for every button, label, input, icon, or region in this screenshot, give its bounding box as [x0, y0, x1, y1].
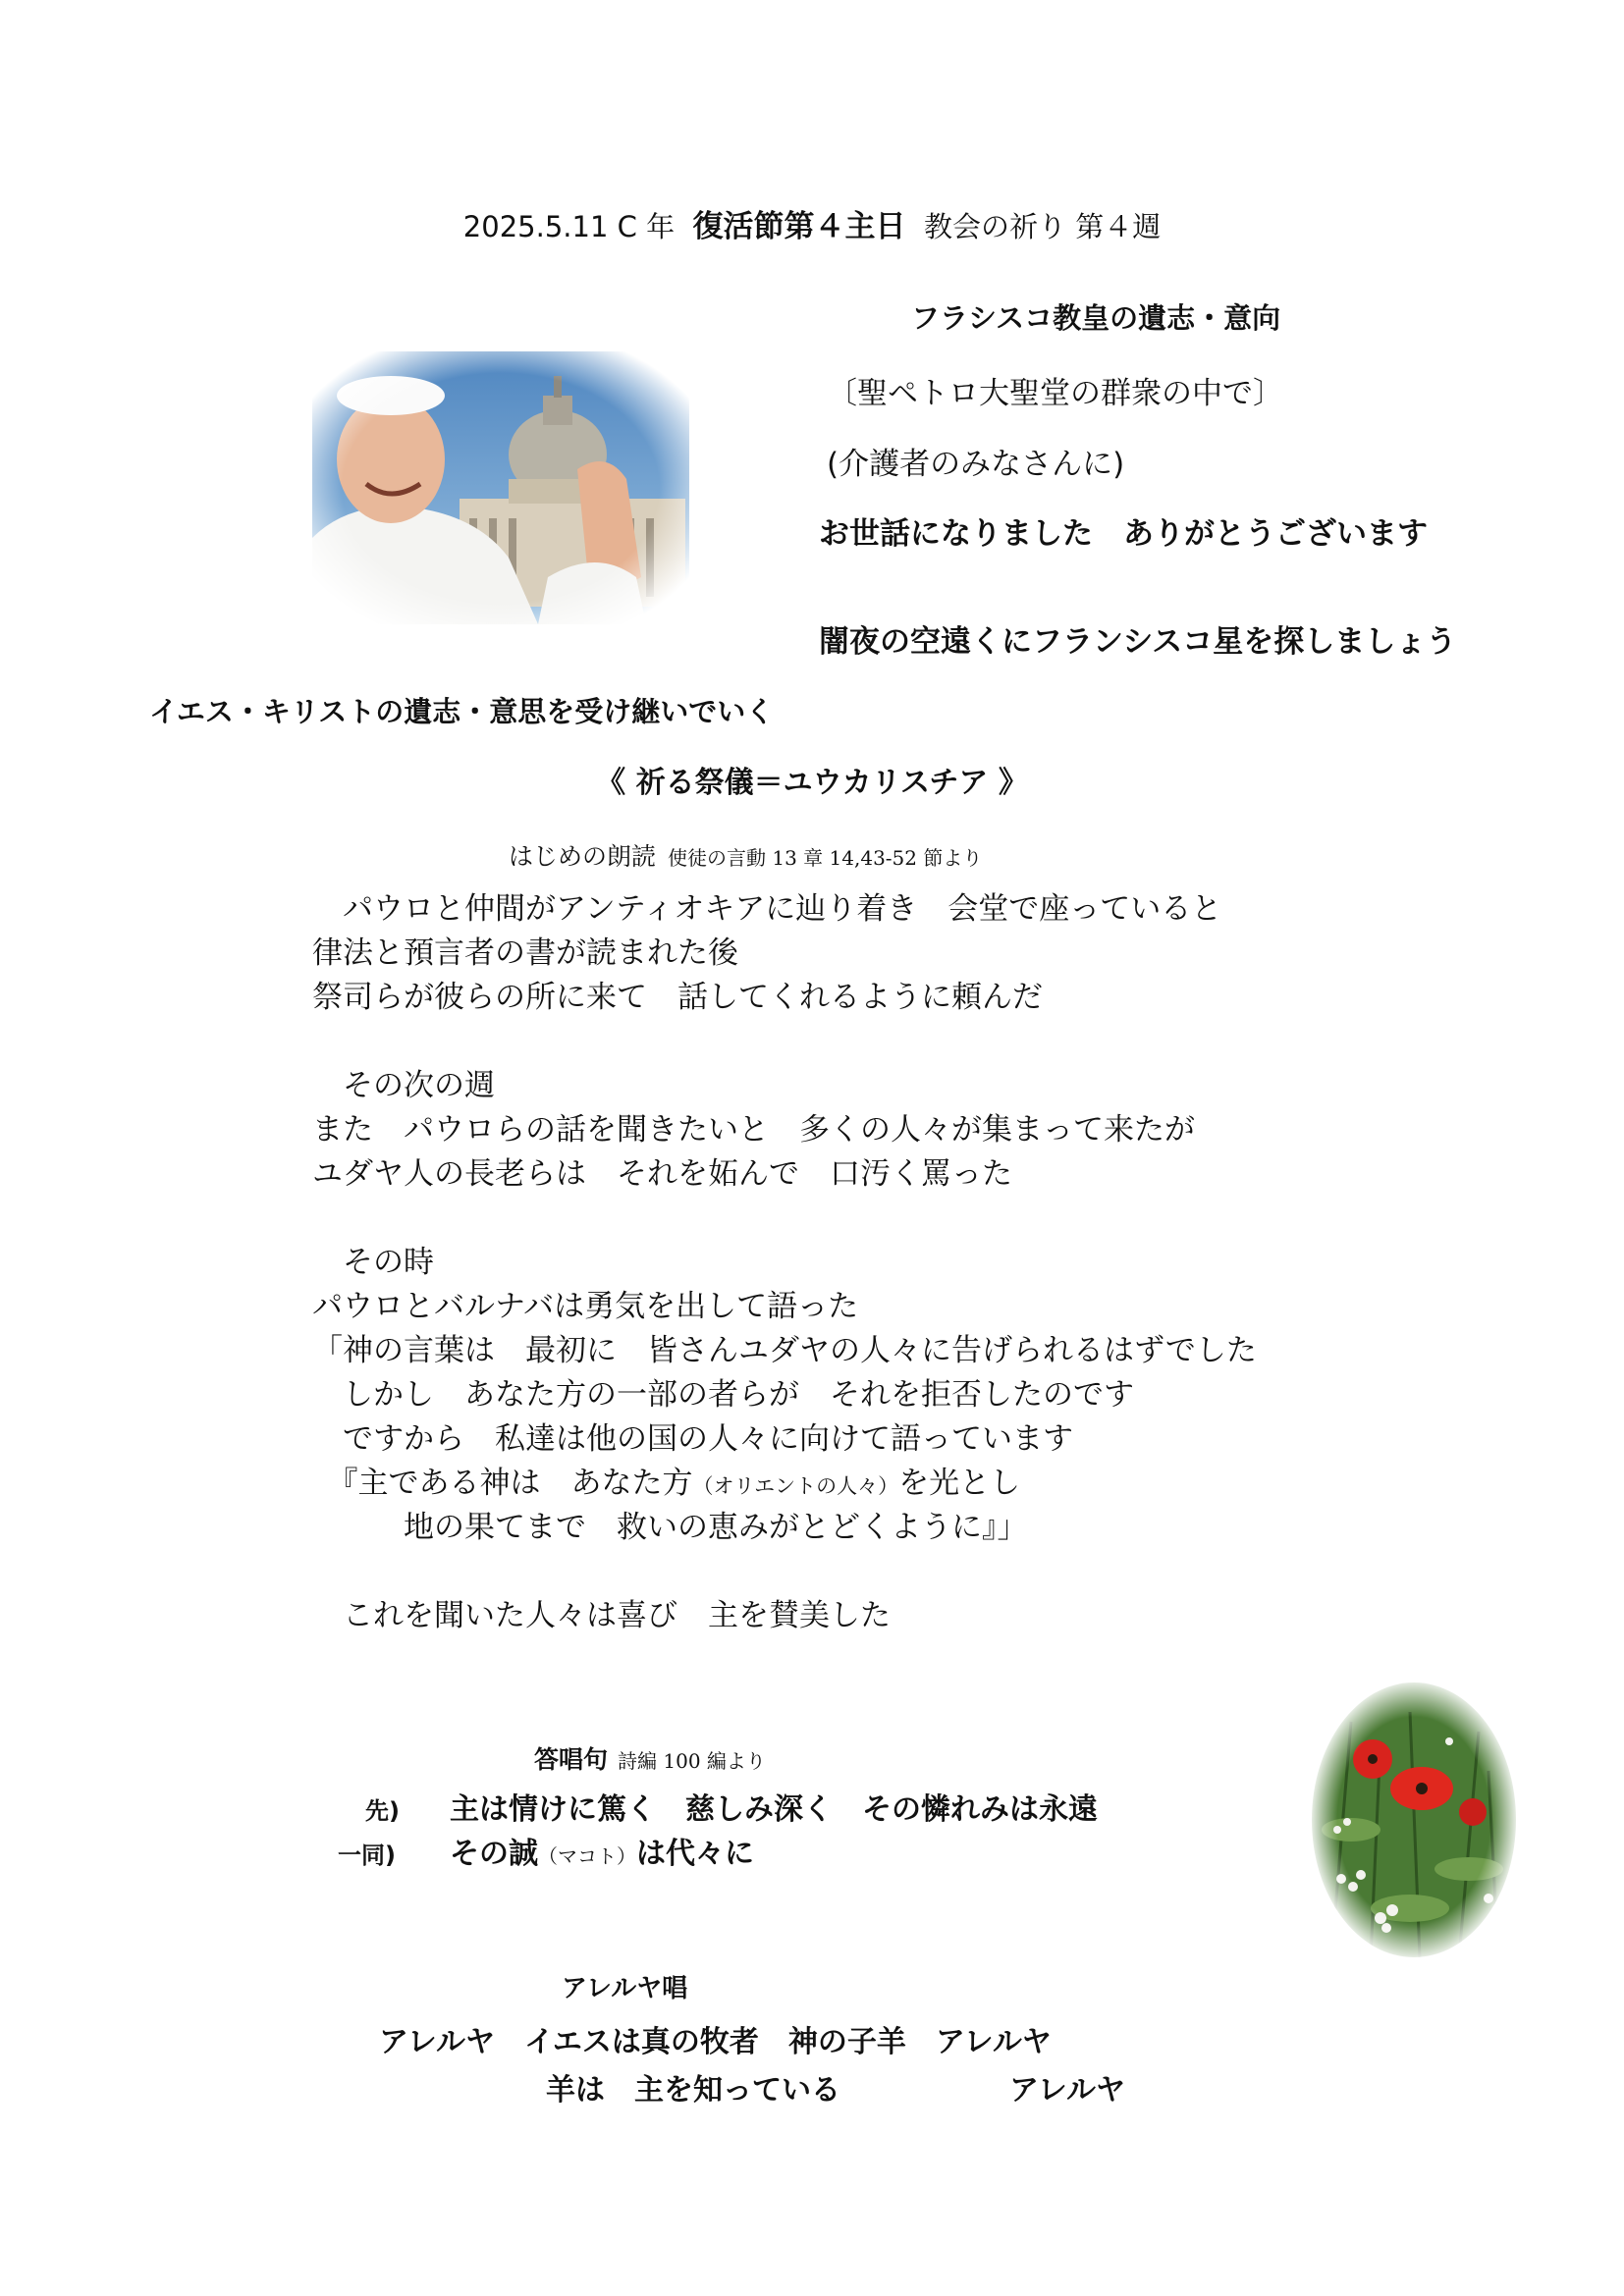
reading-heading	[509, 837, 982, 873]
psalm-heading-label: 答唱句	[534, 1745, 609, 1774]
reading-line	[312, 1458, 1020, 1502]
reading-line: しかし あなた方の一部の者らが それを拒否したのです	[312, 1377, 1134, 1413]
reading-line-part: を光とし	[898, 1466, 1021, 1501]
reading-line: パウロと仲間がアンティオキアに辿り着き 会堂で座っていると	[312, 891, 1222, 927]
legacy-line: イエス・キリストの遺志・意思を受け継いでいく	[149, 695, 775, 728]
francis-line-3: お世話になりました ありがとうございます	[819, 516, 1428, 552]
reading-line: 地の果てまで 救いの恵みがとどくように』」	[312, 1510, 1028, 1545]
poppy-photo	[1312, 1682, 1516, 1957]
alleluia-line-1: アレルヤ イエスは真の牧者 神の子羊 アレルヤ	[379, 2025, 1052, 2059]
reading-reference: 使徒の言動 13 章 14,43-52 節より	[668, 846, 983, 870]
reading-line: ですから 私達は他の国の人々に向けて語っています	[312, 1421, 1073, 1457]
reading-line-part: 『主である神は あなた方	[312, 1466, 693, 1501]
psalm-all-reading: （マコト）	[538, 1844, 636, 1868]
alleluia-heading: アレルヤ唱	[562, 1974, 688, 2003]
psalm-heading	[534, 1740, 766, 1776]
header-date: 2025.5.11	[462, 210, 609, 243]
alleluia-line-2-end: アレルヤ	[1009, 2073, 1126, 2108]
psalm-reference: 詩編 100 編より	[618, 1749, 766, 1773]
header-title: 復活節第４主日	[692, 209, 906, 244]
header-prayer: 教会の祈り	[923, 210, 1066, 243]
reading-line: また パウロらの話を聞きたいと 多くの人々が集まって来たが	[312, 1112, 1195, 1148]
psalm-all: 一同)	[338, 1842, 396, 1869]
reading-aside: （オリエントの人々）	[692, 1474, 899, 1498]
header-year: C 年	[617, 210, 676, 243]
psalm-all-line	[338, 1829, 754, 1872]
reading-heading-label: はじめの朗読	[509, 842, 657, 871]
francis-line-2: (介護者のみなさんに)	[827, 447, 1125, 482]
psalm-leader-line	[365, 1785, 1098, 1828]
page-header	[0, 201, 1624, 245]
francis-line-4: 闇夜の空遠くにフランシスコ星を探しましょう	[819, 624, 1457, 660]
reading-line: ユダヤ人の長老らは それを妬んで 口汚く罵った	[312, 1156, 1012, 1192]
reading-line: 律法と預言者の書が読まれた後	[312, 935, 738, 971]
reading-line: パウロとバルナバは勇気を出して語った	[312, 1289, 859, 1324]
psalm-leader-text: 主は情けに篤く 慈しみ深く その憐れみは永遠	[450, 1792, 1098, 1827]
reading-line: その時	[312, 1245, 434, 1280]
francis-line-1: 〔聖ペトロ大聖堂の群衆の中で〕	[827, 376, 1283, 411]
psalm-leader: 先)	[365, 1797, 400, 1825]
reading-line: その次の週	[312, 1068, 495, 1103]
reading-line: これを聞いた人々は喜び 主を賛美した	[312, 1598, 891, 1633]
reading-line: 「神の言葉は 最初に 皆さんユダヤの人々に告げられるはずでした	[312, 1333, 1257, 1368]
header-week: 第４週	[1075, 210, 1162, 243]
psalm-all-text: は代々に	[636, 1837, 754, 1871]
liturgy-title: 《 祈る祭儀＝ユウカリスチア 》	[596, 766, 1028, 800]
psalm-all-text: その誠	[450, 1837, 538, 1871]
pope-photo	[312, 351, 689, 624]
alleluia-line-2: 羊は 主を知っている	[546, 2073, 840, 2108]
reading-line: 祭司らが彼らの所に来て 話してくれるように頼んだ	[312, 980, 1043, 1015]
francis-title: フラシスコ教皇の遺志・意向	[911, 301, 1281, 335]
